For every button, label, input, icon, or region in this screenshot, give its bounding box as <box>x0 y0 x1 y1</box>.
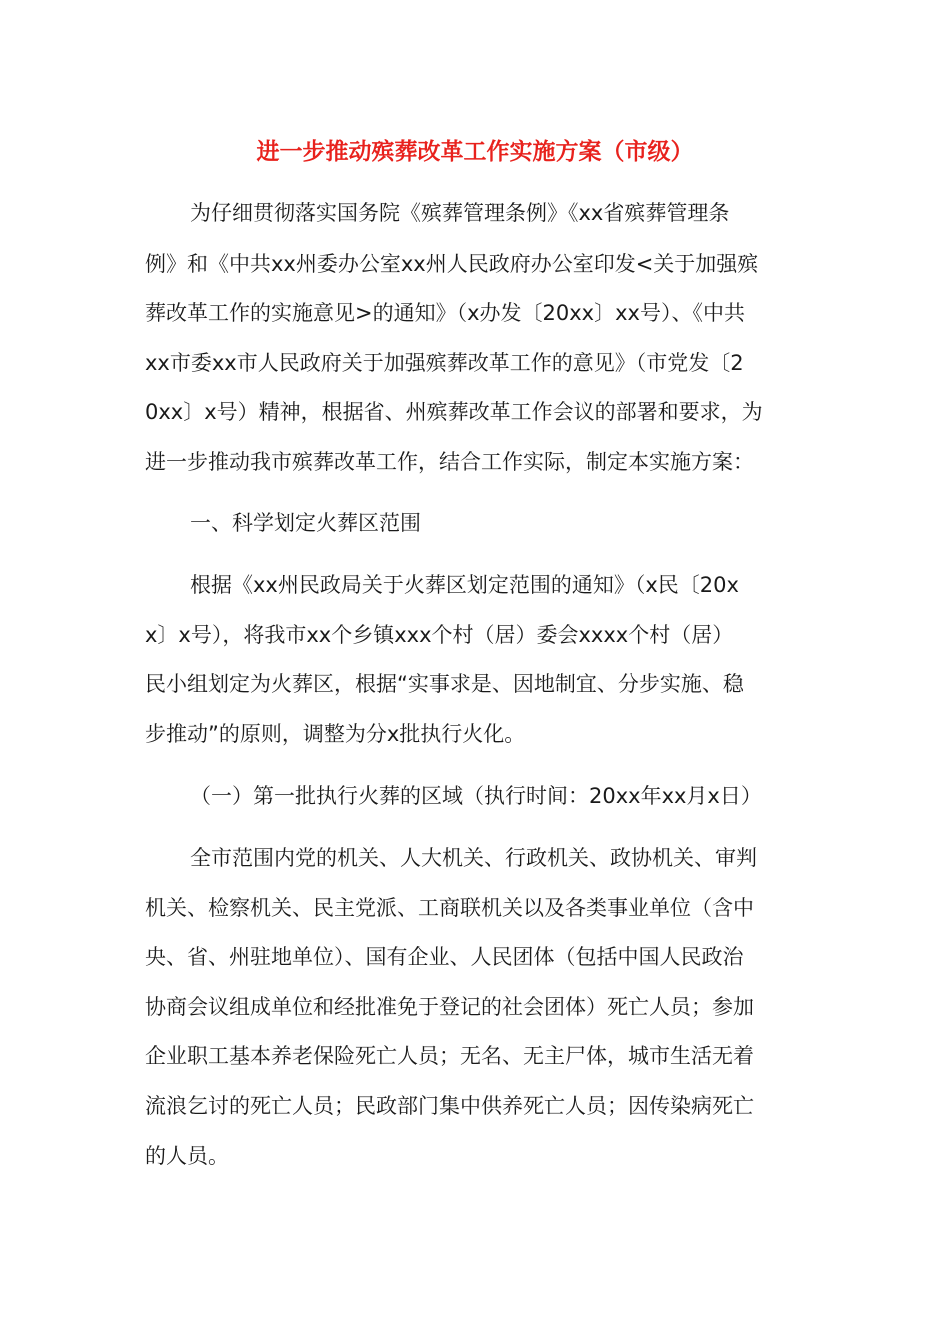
text-line: x〕x号），将我市xx个乡镇xxx个村（居）委会xxxx个村（居） <box>145 623 734 647</box>
text-line: 央、省、州驻地单位）、国有企业、人民团体（包括中国人民政治 <box>145 945 744 969</box>
text-line: 协商会议组成单位和经批准免于登记的社会团体）死亡人员；参加 <box>145 995 754 1019</box>
text-line: xx市委xx市人民政府关于加强殡葬改革工作的意见》（市党发〔2 <box>145 351 744 375</box>
subsection-heading: （一）第一批执行火葬的区域（执行时间：20xx年xx月x日） <box>190 784 762 808</box>
text-line: 例》和《中共xx州委办公室xx州人民政府办公室印发<关于加强殡 <box>145 252 759 276</box>
text-line: 步推动”的原则，调整为分x批执行火化。 <box>145 722 526 746</box>
text-line: 机关、检察机关、民主党派、工商联机关以及各类事业单位（含中 <box>145 896 754 920</box>
text-line: 企业职工基本养老保险死亡人员；无名、无主尸体，城市生活无着 <box>145 1044 754 1068</box>
text-line: 民小组划定为火葬区，根据“实事求是、因地制宜、分步实施、稳 <box>145 672 744 696</box>
text-line: 全市范围内党的机关、人大机关、行政机关、政协机关、审判 <box>190 846 757 870</box>
section-heading: 一、科学划定火葬区范围 <box>190 511 421 535</box>
text-line: 进一步推动我市殡葬改革工作，结合工作实际，制定本实施方案： <box>145 450 754 474</box>
text-line: 流浪乞讨的死亡人员；民政部门集中供养死亡人员；因传染病死亡 <box>145 1094 754 1118</box>
text-line: 的人员。 <box>145 1144 229 1168</box>
document-title: 进一步推动殡葬改革工作实施方案（市级） <box>256 139 694 165</box>
text-line: 葬改革工作的实施意见>的通知》（x办发〔20xx〕xx号）、《中共 <box>145 301 745 325</box>
text-line: 根据《xx州民政局关于火葬区划定范围的通知》（x民〔20x <box>190 573 739 597</box>
text-line: 为仔细贯彻落实国务院《殡葬管理条例》《xx省殡葬管理条 <box>190 201 730 225</box>
text-line: 0xx〕x号）精神，根据省、州殡葬改革工作会议的部署和要求，为 <box>145 400 763 424</box>
